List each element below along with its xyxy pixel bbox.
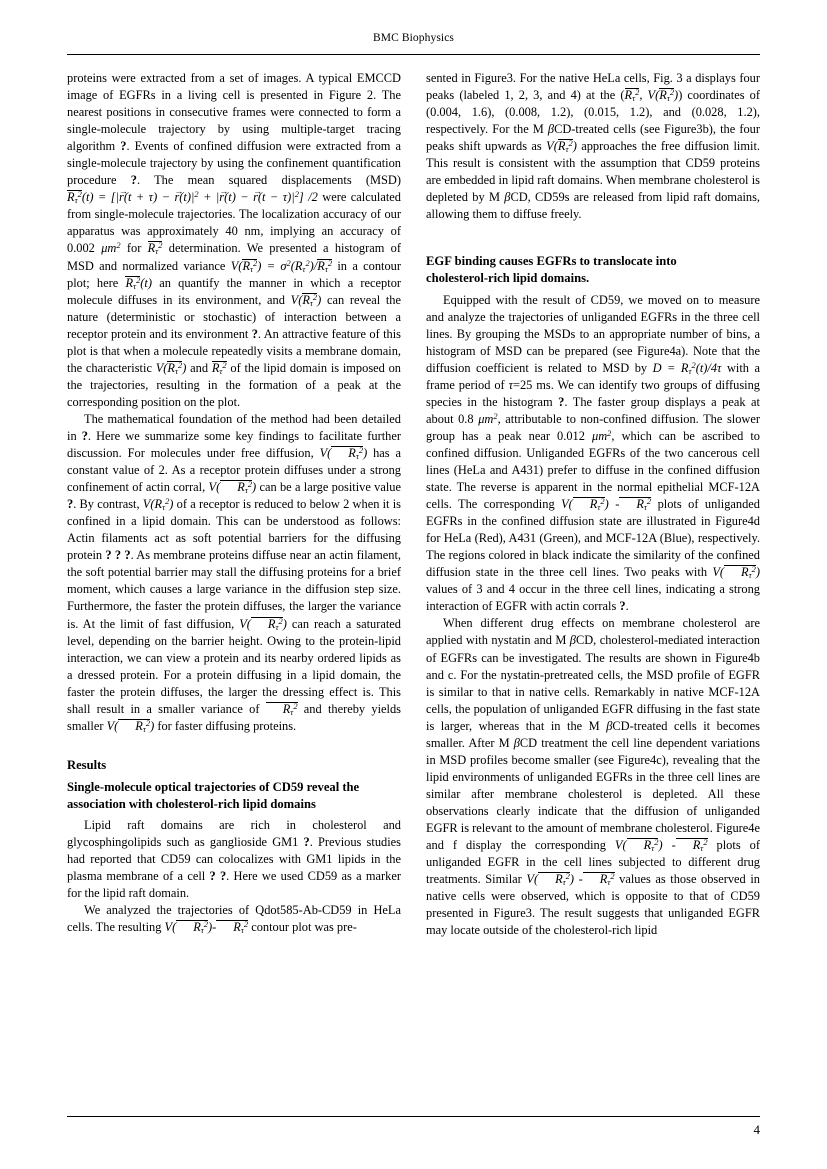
citation-marker: ?: [130, 173, 137, 188]
math-mu-m-squared: $\mu m^2$: [101, 240, 121, 256]
paragraph-drug-effects: [426, 615, 760, 939]
citation-marker: ?: [303, 835, 310, 850]
text-run: . The faster group displays a peak at about 0.8: [426, 394, 760, 426]
text-run: can reach a saturated level, depending on the barrier height. Owing to the protein-lipid interaction, we can view a protein and its nearby ordered lipids as a dressed protein. For a protein diffusing in a lipid domain, the faster the protein diffuses, the larger the dressing effect is. This shall result in a smaller variance of: [67, 616, 401, 716]
citation-marker: ?: [67, 497, 74, 512]
text-run: for: [120, 241, 148, 256]
text-run: of the lipid domain is imposed on the trajectories, resulting in the formation of a peak at the corresponding position on the plot.: [67, 360, 401, 409]
paragraph-lipid-raft: [67, 817, 401, 902]
math-rtau2: $R_\tau^2$: [266, 702, 298, 716]
paragraph-figure3-peaks: [426, 70, 760, 223]
text-run: determination. We presented a histogram of MSD and normalized variance: [67, 241, 401, 273]
math-v-rtau2: $V(R_\tau^2)$: [155, 359, 187, 376]
math-v-rtau2: V( $R_\tau^2$): [208, 478, 257, 496]
right-column: [426, 70, 760, 939]
text-run: for faster diffusing proteins.: [154, 718, 297, 733]
text-run: with a frame period of: [426, 360, 760, 392]
math-variance-definition: $V(R_\tau^2) = \sigma^2(R_\tau^2)/R_\tau^2$: [230, 257, 333, 274]
text-run: can reveal the nature (deterministic or stochastic) of interaction between a receptor protein and its environment: [67, 292, 401, 341]
text-run: were calculated from single-molecule trajectories. The localization accuracy of our apparatus was approximately 40 nm, implying an accuracy of 0.002: [67, 190, 402, 256]
math-beta: β: [504, 190, 511, 205]
text-run: CD, cholesterol-mediated interaction of EGFRs can be investigated. The results are shown in Figure4b and c. For the nystatin-pretreated cells, the MSD profile of EGFR is similar to that in native cells. Remarkably in native MCF-12A cells, the population of unliganded EGFR diffusing in the fast state is larger, whereas that in the M: [426, 633, 760, 733]
text-run: We analyzed the trajectories of Qdot585-Ab-CD59 in HeLa cells. The resulting: [67, 903, 401, 935]
text-run: When different drug effects on membrane cholesterol are applied with nystatin and M: [426, 616, 760, 648]
math-tau: τ: [508, 377, 513, 392]
text-run: , attributable to non-confined diffusion. The slower group has a peak near 0.012: [426, 411, 760, 443]
text-run: .: [625, 599, 629, 614]
citation-marker-triple: ? ? ?: [105, 548, 131, 563]
text-run: CD-treated cells it becomes smaller. After M: [426, 718, 760, 750]
text-run: . Here we used CD59 as a marker for the lipid raft domain.: [67, 869, 401, 901]
text-run: an quantify the manner in which a receptor molecule diffuses in its environment, and: [67, 275, 402, 307]
math-v-rtau2: $V(R_\tau^2)$: [142, 495, 174, 513]
math-v-rtau2: V( $R_\tau^2$): [319, 444, 368, 462]
text-run: of a receptor is reduced to below 2 when it is confined in a lipid domain. This can be understood as follows: Actin filaments act as soft potential barriers for the diffusing protein: [67, 497, 402, 563]
text-run: CD-treated cells (see Figure3b), the four peaks shift upwards as: [426, 122, 760, 154]
citation-marker-double: ? ?: [209, 869, 227, 884]
text-run: can be a large positive value: [256, 480, 401, 495]
section-spacer: [426, 223, 760, 253]
text-run: . By contrast,: [73, 497, 143, 512]
text-run: Lipid raft domains are rich in cholesterol and glycosphingolipids such as ganglioside GM1: [67, 817, 401, 850]
text-run: CD treatment the cell line dependent variations in MSD profiles become smaller (see Figure4c), revealing that the lipid environments of unliganded EGFRs in the three cell lines are similar after membrane cholesterol is depleted. All these observations clearly indicate that the diffusion of unliganded EGFR is relevant to the amount of membrane cholesterol. Figure4e and f display the corresponding: [426, 735, 761, 853]
math-v-rtau2: V( $R_\tau^2$): [106, 717, 155, 734]
math-v-rtau2: V( $R_\tau^2$): [712, 564, 760, 581]
text-run: has a constant value of 2. As a receptor protein diffuses under a strong confinement of actin corral,: [67, 446, 402, 495]
text-run: and: [186, 360, 212, 375]
paragraph-qdot-analysis: [67, 902, 401, 936]
text-run: proteins were extracted from a set of images. A typical EMCCD image of EGFRs in a living cell is presented in Figure 2. The nearest positions in consecutive frames were connected to form a single-molecule trajectory by using multiple-target tracing algorithm: [67, 71, 401, 154]
math-mu-m-squared: $\mu m^2$: [478, 410, 498, 426]
math-diffusion-coefficient: $D = R_\tau^2(t)/4\tau$: [652, 359, 722, 376]
math-v-rtau2: $V(R_\tau^2)$: [290, 291, 322, 308]
math-coordinate-pair: $R_\tau^2$, $V(R_\tau^2)$: [624, 86, 679, 104]
math-msd-definition: $R_\tau^2(t)$ = [|→ r(t + τ) − → $r(t)|^2$ + |→ r(t) − → $r(t - \tau)|^2$] /2: [67, 190, 318, 204]
text-run: , which can be ascribed to confined diffusion. Unliganded EGFRs of the two cancerous cell lines (HeLa and A431) prefer to diffuse in the confined diffusion state. The reverse is apparent in the normal epithelial MCF-12A cells. The corresponding: [426, 428, 760, 512]
math-rtau2: $R_\tau^2$: [211, 359, 227, 376]
subsection-heading-line: Single-molecule optical trajectories of CD59 reveal the: [67, 779, 360, 794]
text-run: plots of unliganded EGFRs in the confined diffusion state are illustrated in Figure4d for HeLa (Red), A431 (Green), and MCF-12A (Blue), respectively. The regions colored in black indicate the similarity of the confined diffusion state in the three cell lines. Two peaks with: [426, 497, 760, 580]
header-rule: [67, 54, 760, 55]
citation-marker: ?: [619, 599, 626, 614]
text-run: . As membrane proteins diffuse near an actin filament, the soft potential barrier may stall the diffusing proteins for a brief moment, which causes a large variance in the diffusion step size. Furthermore, the faster the protein diffuses, the larger the variance is. At the limit of fast diffusion,: [67, 548, 402, 631]
text-run: The mathematical foundation of the method had been detailed in: [67, 411, 401, 443]
running-head: BMC Biophysics: [373, 32, 454, 44]
text-run: . An attractive feature of this plot is that when a molecule repeatedly visits a membrane domain, the characteristic: [67, 326, 401, 375]
math-beta: β: [513, 735, 520, 750]
text-run: Equipped with the result of CD59, we moved on to measure and analyze the trajectories of unliganded EGFRs in the three cell lines. By grouping the MSDs to an appropriate number of bins, a histogram of MSD can be prepared (see Figure4a). Note that the diffusion coefficient is related to MSD by: [426, 292, 760, 375]
text-run: . Events of confined diffusion were extracted from a single-molecule trajectory by using the confinement quantification procedure: [67, 139, 401, 188]
footer-rule: [67, 1116, 760, 1117]
section-heading-results: Results: [67, 757, 107, 772]
paragraph-math-foundation: [67, 411, 401, 735]
citation-marker: ?: [558, 394, 565, 409]
text-run: ) coordinates of (0.004, 1.6), (0.008, 1.2), (0.015, 1.2), and (0.028, 1.2), respectively. For the M: [426, 88, 760, 137]
text-run: values of 3 and 4 occur in the three cell lines, indicating a strong interaction of EGFR with actin corrals: [426, 582, 760, 614]
text-run: approaches the free diffusion limit. This result is consistent with the assumption that CD59 proteins are embedded in lipid raft domains. When membrane cholesterol is depleted by M: [426, 139, 760, 205]
text-run: . Here we summarize some key findings to facilitate further discussion. For molecules under free diffusion,: [67, 428, 401, 461]
page-number: 4: [753, 1122, 760, 1137]
text-run: plots of unliganded EGFR in the cell lines subjected to different drug treatments. Similar: [426, 838, 760, 887]
left-column: [67, 70, 401, 936]
math-v-rtau2-vs-rtau2: V( $R_\tau^2) - R_\tau^2$: [614, 836, 708, 854]
subsection-heading-egf: [426, 253, 760, 287]
text-run: sented in Figure3. For the native HeLa cells, Fig. 3 a displays four peaks (labeled 1, 2, 3, and 4) at the (: [426, 71, 760, 103]
math-beta: β: [606, 718, 613, 733]
text-run: contour plot was pre-: [248, 920, 357, 935]
citation-marker: ?: [120, 139, 127, 154]
text-run: values as those observed in native cells were observed, which is opposite to that of CD59 presented in Figure3. The result suggests that unliganded EGFR may locate outside of the cholesterol-rich lipid: [426, 872, 760, 938]
math-beta: β: [569, 633, 576, 648]
math-rtau2-of-t: $R_\tau^2(t)$: [125, 274, 152, 291]
subsection-heading-cd59: [67, 779, 401, 813]
math-mu-m-squared: $\mu m^2$: [592, 427, 612, 443]
text-run: =25 ms. We can identify two groups of diffusing species in the histogram: [426, 377, 760, 409]
section-spacer: [67, 735, 401, 757]
paragraph-methods-msd: [67, 70, 401, 411]
math-v-rtau2: $V(R_\tau^2)$: [546, 137, 577, 155]
subsection-heading-line: cholesterol-rich lipid domains.: [426, 271, 590, 286]
text-run: CD, CD59s are released from lipid raft domains, allowing them to diffuse freely.: [426, 190, 761, 222]
math-rtau2: $R_\tau^2$: [147, 240, 163, 257]
math-v-rtau2-vs-rtau2: V( $R_\tau^2) - R_\tau^2$: [526, 870, 615, 888]
citation-marker: ?: [251, 326, 258, 341]
math-v-rtau2-vs-rtau2: V( $R_\tau^2)-$ $R_\tau^2$: [164, 919, 249, 936]
subsection-heading-line: association with cholesterol-rich lipid domains: [67, 796, 316, 811]
citation-marker: ?: [81, 428, 88, 443]
paragraph-egfr-msd-histogram: [426, 292, 760, 616]
subsection-heading-line: EGF binding causes EGFRs to translocate into: [426, 254, 677, 269]
math-v-rtau2: V( $R_\tau^2$): [239, 615, 287, 632]
math-beta: β: [547, 122, 555, 137]
text-run: . The mean squared displacements (MSD): [136, 173, 401, 188]
text-run: . Previous studies had reported that CD59 can colocalizes with GM1 lipids in the plasma membrane of a cell: [67, 835, 401, 884]
text-run: in a contour plot; here: [67, 258, 401, 290]
math-v-rtau2-vs-rtau2: V( $R_\tau^2) - R_\tau^2$: [561, 495, 652, 513]
text-run: and thereby yields smaller: [67, 701, 401, 733]
